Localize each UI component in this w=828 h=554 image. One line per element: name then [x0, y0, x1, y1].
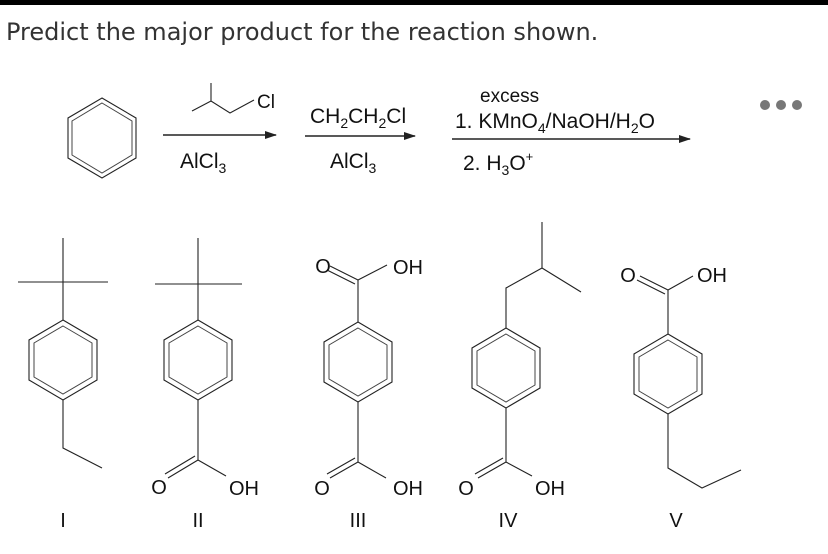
choice-ii-oxygen: O: [151, 477, 167, 499]
choice-iii-structure: [324, 265, 392, 478]
choice-ii-label: II: [192, 510, 204, 532]
step3-excess-label: excess: [480, 86, 540, 107]
choice-ii-hydroxyl: OH: [229, 478, 259, 500]
choice-iv-label: IV: [498, 510, 518, 532]
choice-iv-oxygen: O: [458, 478, 474, 500]
choice-iii-label: III: [349, 510, 367, 532]
step1-reagent-structure: [192, 83, 275, 113]
choice-v-label: V: [669, 510, 683, 532]
choice-iii-hydroxyl-top: OH: [393, 257, 423, 279]
choice-iv-structure: [472, 222, 581, 478]
step3-line1: 1. $KMnO_4/NaOH/H_2O$: [455, 110, 655, 136]
choice-i-structure: [18, 238, 108, 468]
step2-catalyst: AlCl$_3$: [330, 150, 377, 176]
step1-catalyst: AlCl$_3$: [180, 150, 227, 176]
question-text: Predict the major product for the reaction shown.: [6, 18, 599, 46]
choice-v-oxygen: O: [620, 265, 636, 287]
benzene-structure: [68, 98, 136, 178]
step3-line2: 2. $H_3O^+$: [463, 149, 534, 178]
step2-reagent: $CH_2CH_2Cl$: [310, 105, 407, 131]
choice-i-label: I: [60, 510, 66, 532]
choice-iii-hydroxyl-bottom: OH: [393, 478, 423, 500]
choice-iv-hydroxyl: OH: [535, 478, 565, 500]
choice-v-hydroxyl: OH: [697, 265, 727, 287]
choice-v-structure: [634, 276, 741, 488]
step1-chlorine-label: Cl: [257, 92, 275, 113]
choice-iii-oxygen-top: O: [315, 256, 331, 278]
choice-iii-oxygen-bottom: O: [314, 478, 330, 500]
choice-ii-structure: [155, 238, 242, 478]
